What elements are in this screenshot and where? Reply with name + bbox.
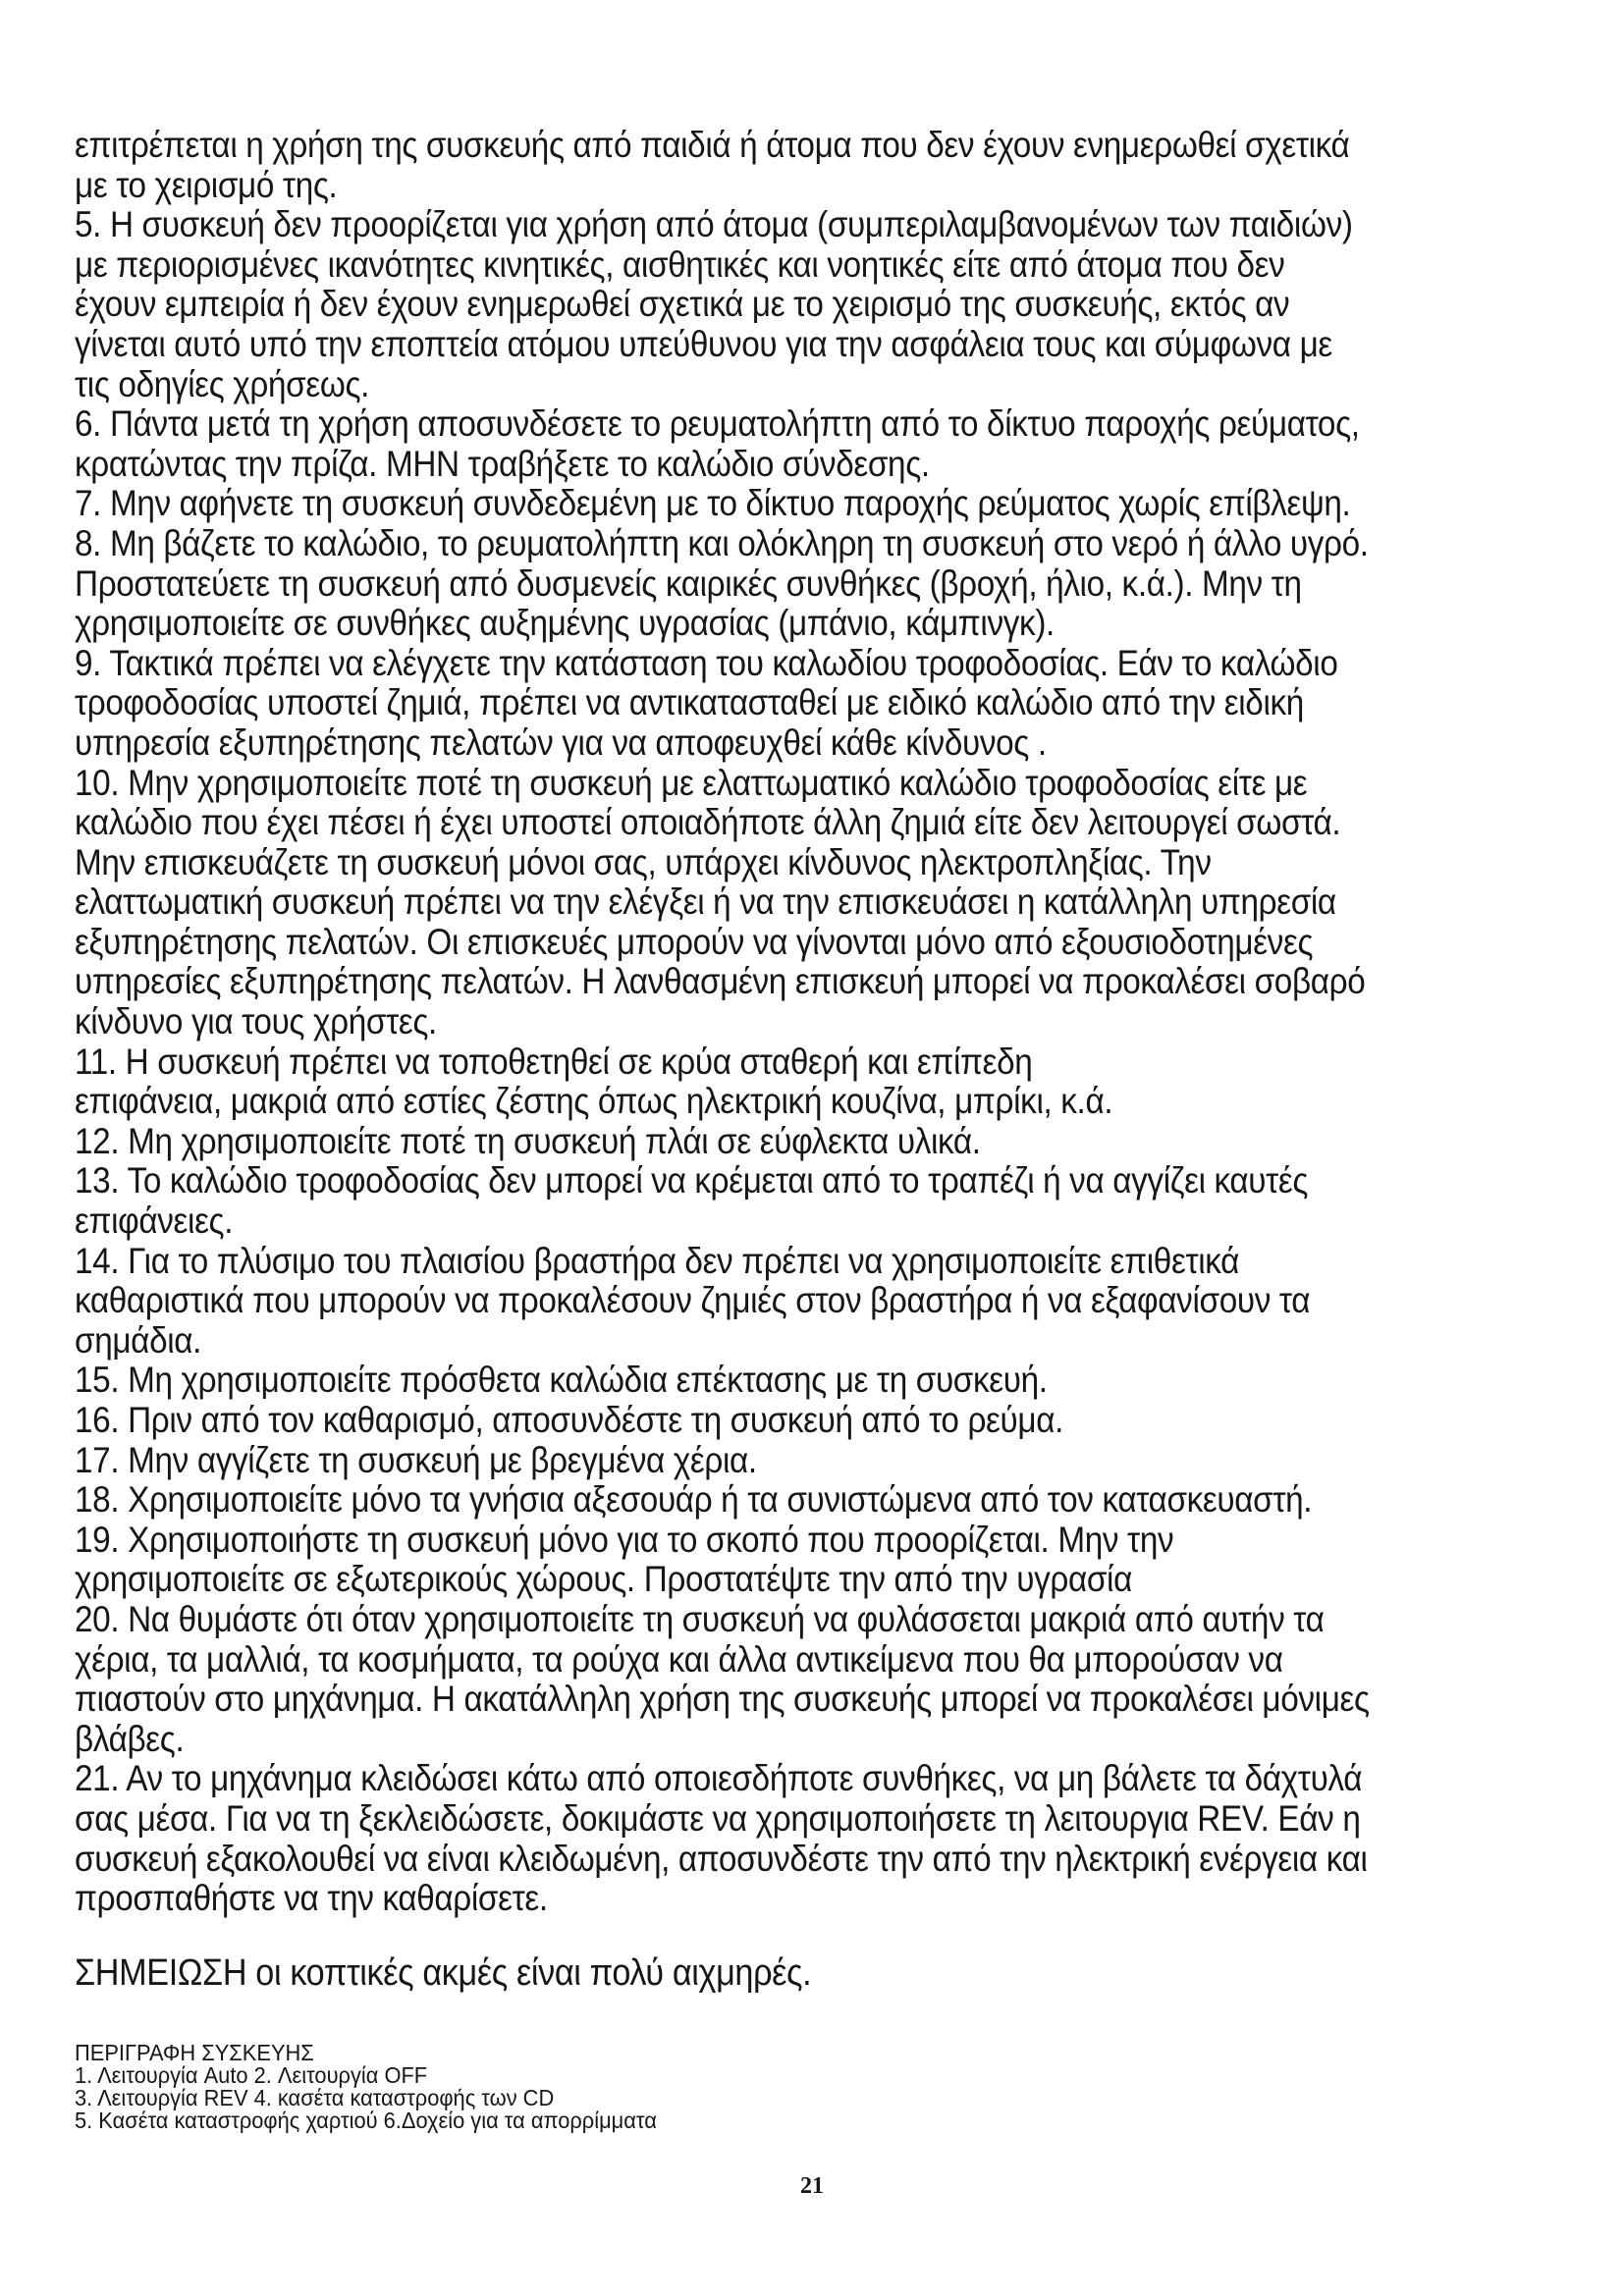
text-line: καθαριστικά που μπορούν να προκαλέσουν ζημιές στον βραστήρα ή να εξαφανίσουν τα bbox=[75, 1280, 1311, 1321]
text-line: χρησιμοποιείτε σε εξωτερικούς χώρους. Προστατέψτε την από την υγρασία bbox=[75, 1559, 1132, 1600]
warning-note: ΣΗΜΕΙΩΣΗ οι κοπτικές ακμές είναι πολύ αιχμηρές. bbox=[75, 1952, 812, 1994]
description-line: 5. Κασέτα καταστροφής χαρτιού 6.Δοχείο για τα απορρίμματα bbox=[75, 2108, 657, 2133]
description-line: 3. Λειτουργία REV 4. κασέτα καταστροφής των CD bbox=[75, 2085, 555, 2110]
text-line: Προστατεύετε τη συσκευή από δυσμενείς καιρικές συνθήκες (βροχή, ήλιο, κ.ά.). Μην τη bbox=[75, 562, 1302, 604]
text-line: συσκευή εξακολουθεί να είναι κλειδωμένη, αποσυνδέστε την από την ηλεκτρική ενέργεια και bbox=[75, 1838, 1368, 1879]
instruction-item bbox=[75, 1122, 1418, 1162]
text-line: 20. Να θυμάστε ότι όταν χρησιμοποιείτε τη συσκευή να φυλάσσεται μακριά από αυτήν τα bbox=[75, 1598, 1325, 1639]
text-line: ελαττωματική συσκευή πρέπει να την ελέγξει ή να την επισκευάσει η κατάλληλη υπηρεσία bbox=[75, 881, 1336, 923]
text-line: με περιορισμένες ικανότητες κινητικές, αισθητικές και νοητικές είτε από άτομα που δεν bbox=[75, 243, 1285, 285]
text-line: γίνεται αυτό υπό την εποπτεία ατόμου υπεύθυνου για την ασφάλεια τους και σύμφωνα με bbox=[75, 323, 1332, 364]
text-line: προσπαθήστε να την καθαρίσετε. bbox=[75, 1878, 548, 1919]
instruction-item bbox=[75, 1401, 1418, 1441]
text-line: επιτρέπεται η χρήση της συσκευής από παιδιά ή άτομα που δεν έχουν ενημερωθεί σχετικά bbox=[75, 125, 1350, 165]
text-line: 9. Τακτικά πρέπει να ελέγχετε την κατάσταση του καλωδίου τροφοδοσίας. Εάν το καλώδιο bbox=[75, 642, 1338, 683]
instruction-list bbox=[75, 205, 1418, 1919]
text-line: κίνδυνο για τους χρήστες. bbox=[75, 1001, 437, 1042]
instruction-item bbox=[75, 1759, 1418, 1918]
instruction-item bbox=[75, 1521, 1418, 1600]
text-line: σημάδια. bbox=[75, 1319, 202, 1361]
text-line: 12. Μη χρησιμοποιείτε ποτέ τη συσκευή πλάι σε εύφλεκτα υλικά. bbox=[75, 1120, 981, 1161]
text-line: καλώδιο που έχει πέσει ή έχει υποστεί οποιαδήποτε άλλη ζημιά είτε δεν λειτουργεί σωστά. bbox=[75, 802, 1341, 843]
device-description bbox=[75, 2042, 657, 2132]
instruction-item bbox=[75, 1480, 1418, 1521]
text-line: κρατώντας την πρίζα. ΜΗΝ τραβήξετε το καλώδιο σύνδεσης. bbox=[75, 443, 930, 484]
text-line: 13. Το καλώδιο τροφοδοσίας δεν μπορεί να κρέμεται από το τραπέζι ή να αγγίζει καυτές bbox=[75, 1160, 1309, 1201]
text-line: 15. Μη χρησιμοποιείτε πρόσθετα καλώδια επέκτασης με τη συσκευή. bbox=[75, 1360, 1048, 1401]
text-line: με το χειρισμό της. bbox=[75, 164, 338, 205]
instruction-item bbox=[75, 404, 1418, 484]
text-line: τροφοδοσίας υποστεί ζημιά, πρέπει να αντικατασταθεί με ειδικό καλώδιο από την ειδική bbox=[75, 682, 1304, 723]
instruction-item bbox=[75, 484, 1418, 524]
instruction-item bbox=[75, 1042, 1418, 1122]
instruction-item bbox=[75, 1361, 1418, 1401]
text-line: επιφάνεια, μακριά από εστίες ζέστης όπως ηλεκτρική κουζίνα, μπρίκι, κ.ά. bbox=[75, 1081, 1113, 1122]
instruction-item bbox=[75, 764, 1418, 1042]
text-line: υπηρεσίες εξυπηρέτησης πελατών. Η λανθασμένη επισκευή μπορεί να προκαλέσει σοβαρό bbox=[75, 961, 1366, 1002]
text-line: βλάβες. bbox=[75, 1718, 185, 1759]
text-line: 7. Μην αφήνετε τη συσκευή συνδεδεμένη με το δίκτυο παροχής ρεύματος χωρίς επίβλεψη. bbox=[75, 483, 1351, 524]
text-line: Μην επισκευάζετε τη συσκευή μόνοι σας, υπάρχει κίνδυνος ηλεκτροπληξίας. Την bbox=[75, 841, 1212, 882]
page-number: 21 bbox=[800, 2173, 824, 2199]
text-line: επιφάνειες. bbox=[75, 1201, 234, 1242]
text-line: 16. Πριν από τον καθαρισμό, αποσυνδέστε τη συσκευή από το ρεύμα. bbox=[75, 1400, 1064, 1440]
text-line: πιαστούν στο μηχάνημα. Η ακατάλληλη χρήση της συσκευής μπορεί να προκαλέσει μόνιμες bbox=[75, 1679, 1370, 1720]
instruction-item bbox=[75, 1242, 1418, 1362]
text-line: 21. Αν το μηχάνημα κλειδώσει κάτω από οποιεσδήποτε συνθήκες, να μη βάλετε τα δάχτυλά bbox=[75, 1758, 1363, 1799]
description-line: 1. Λειτουργία Auto 2. Λειτουργία OFF bbox=[75, 2062, 428, 2088]
text-line: υπηρεσία εξυπηρέτησης πελατών για να αποφευχθεί κάθε κίνδυνος . bbox=[75, 721, 1047, 763]
text-line: σας μέσα. Για να τη ξεκλειδώσετε, δοκιμάστε να χρησιμοποιήσετε τη λειτουργια REV. Εάν η bbox=[75, 1797, 1361, 1839]
text-line: 19. Χρησιμοποιήστε τη συσκευή μόνο για το σκοπό που προορίζεται. Μην την bbox=[75, 1519, 1174, 1560]
instruction-item bbox=[75, 1161, 1418, 1241]
text-line: 5. Η συσκευή δεν προορίζεται για χρήση από άτομα (συμπεριλαμβανομένων των παιδιών) bbox=[75, 204, 1353, 245]
instruction-item bbox=[75, 1600, 1418, 1759]
text-line: 18. Χρησιμοποιείτε μόνο τα γνήσια αξεσουάρ ή τα συνιστώμενα από τον κατασκευαστή. bbox=[75, 1479, 1313, 1521]
text-line: εξυπηρέτησης πελατών. Οι επισκευές μπορούν να γίνονται μόνο από εξουσιοδοτημένες bbox=[75, 921, 1314, 962]
text-line: 6. Πάντα μετά τη χρήση αποσυνδέσετε το ρευματολήπτη από το δίκτυο παροχής ρεύματος, bbox=[75, 403, 1360, 445]
text-line: 17. Μην αγγίζετε τη συσκευή με βρεγμένα χέρια. bbox=[75, 1439, 757, 1480]
text-line: έχουν εμπειρία ή δεν έχουν ενημερωθεί σχετικά με το χειρισμό της συσκευής, εκτός αν bbox=[75, 284, 1290, 325]
instruction-item bbox=[75, 1441, 1418, 1481]
text-line: 11. Η συσκευή πρέπει να τοποθετηθεί σε κρύα σταθερή και επίπεδη bbox=[75, 1041, 1033, 1082]
instruction-item bbox=[75, 524, 1418, 644]
text-line: 14. Για το πλύσιμο του πλαισίου βραστήρα δεν πρέπει να χρησιμοποιείτε επιθετικά bbox=[75, 1240, 1240, 1281]
text-line: χέρια, τα μαλλιά, τα κοσμήματα, τα ρούχα και άλλα αντικείμενα που θα μπορούσαν να bbox=[75, 1638, 1283, 1680]
instruction-item bbox=[75, 644, 1418, 764]
continuation-paragraph bbox=[75, 126, 1418, 205]
safety-instructions bbox=[75, 126, 1418, 1919]
text-line: 10. Μην χρησιμοποιείτε ποτέ τη συσκευή με ελαττωματικό καλώδιο τροφοδοσίας είτε με bbox=[75, 762, 1308, 803]
text-line: 8. Μη βάζετε το καλώδιο, το ρευματολήπτη και ολόκληρη τη συσκευή στο νερό ή άλλο υγρό. bbox=[75, 522, 1369, 563]
text-line: τις οδηγίες χρήσεως. bbox=[75, 363, 370, 404]
text-line: χρησιμοποιείτε σε συνθήκες αυξημένης υγρασίας (μπάνιο, κάμπινγκ). bbox=[75, 603, 1055, 644]
description-heading: ΠΕΡΙΓΡΑΦΗ ΣΥΣΚΕΥΗΣ bbox=[75, 2040, 314, 2065]
instruction-item bbox=[75, 205, 1418, 404]
